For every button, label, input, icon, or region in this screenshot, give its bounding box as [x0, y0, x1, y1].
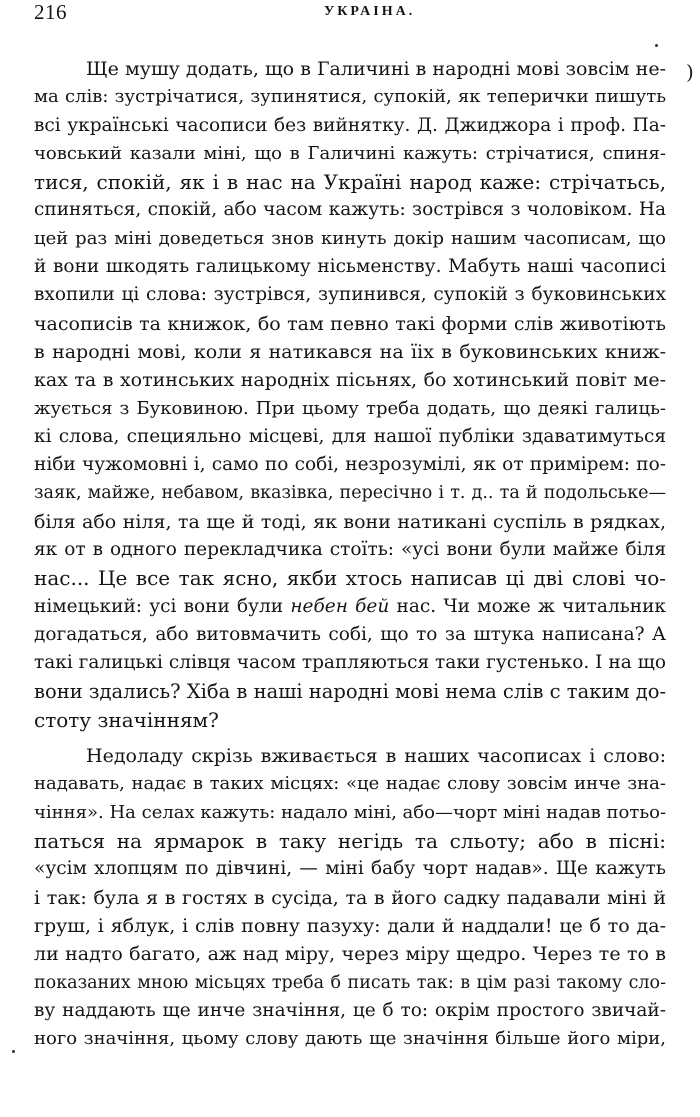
paragraph-1: [34, 55, 666, 734]
text-line: ніби чужомовні і, само по собі, незрозумілі, як от примірем: по-: [34, 454, 666, 476]
text-fragment: нас. Чи може ж читальник: [389, 595, 666, 617]
text-line: ву наддають ще инче значіння, це б то: окрім простого звичай-: [34, 999, 666, 1021]
text-line: цей раз міні доведеться знов кинуть докір нашим часописам, що: [34, 227, 666, 249]
emphasized-phrase: небен бей: [290, 595, 390, 617]
text-line: всі українські часописи без вийнятку. Д. Джиджора і проф. Па-: [34, 114, 666, 136]
text-fragment: німецький: усі вони були: [34, 595, 291, 617]
text-line: ного значіння, цьому слову дають ще значіння більше його міри,: [34, 1028, 666, 1050]
text-line: ма слів: зустрічатися, зупинятися, супокій, як теперички пишуть: [34, 86, 666, 108]
text-line: вони здались? Хіба в наші народні мові нема слів с таким до-: [34, 679, 667, 703]
text-line: груш, і яблук, і слів повну пазуху: дали й наддали! це б то да-: [34, 914, 666, 937]
text-line: заяк, майже, небавом, вказівка, пересічно і т. д.. та й подольське—: [34, 483, 666, 504]
text-line: «усім хлопцям по дівчині, — міні бабу чорт надав». Ще кажуть: [34, 858, 666, 880]
text-line: стоту значінням?: [34, 707, 219, 732]
text-line: нас... Це все так ясно, якби хтось написав ці дві слові чо-: [34, 566, 666, 591]
text-line: біля або ніля, та ще й тоді, як вони натикані суспіль в рядках,: [34, 510, 666, 533]
page-number: 216: [34, 0, 67, 24]
text-line: як от в одного перекладчика стоїть: «усі вони були майже біля: [34, 539, 666, 561]
running-title: УКРАІНА.: [324, 4, 416, 19]
page-header: [34, 0, 666, 30]
text-line: й вони шкодять галицькому нісьменству. Мабуть наші часописі: [34, 256, 666, 278]
text-line: надавать, надає в таких місцях: «це надає слову зовсім инче зна-: [34, 773, 666, 795]
text-line: чіння». На селах кажуть: надало міні, або—чорт міні надав потьо-: [34, 801, 667, 823]
text-line: ли надто багато, аж над міру, через міру щедро. Через те то в: [34, 943, 666, 966]
text-line: жується з Буковиною. При цьому треба додать, що деякі галиць-: [34, 397, 666, 419]
text-line: і так: була я в гостях в сусіда, та в його садку падавали міні й: [34, 886, 666, 909]
print-speck: [12, 1050, 15, 1053]
text-line: спиняться, спокій, або часом кажуть: зострівся з чоловіком. На: [34, 199, 666, 221]
text-line: Недоладу скрізь вживається в наших часописах і слово:: [86, 745, 666, 768]
text-line: вхопили ці слова: зустрівся, зупинився, супокій з буковинських: [34, 284, 666, 306]
paragraph-2: [34, 742, 666, 1053]
text-line: часописів та книжок, бо там певно такі форми слів животіють: [34, 312, 666, 335]
text-line: паться на ярмарок в таку негідь та сльоту; або в пісні:: [34, 829, 666, 854]
text-line: догадаться, або витовмачить собі, що то за штука написана? А: [34, 623, 666, 645]
print-speck: [655, 44, 658, 47]
text-line: показаних мною місьцях треба б писать так: в цім разі такому сло-: [34, 972, 666, 993]
text-line: кі слова, специяльно місцеві, для нашої публіки здаватимуться: [34, 425, 666, 447]
text-line: такі галицькі слівця часом трапляються таки густенько. І на що: [34, 652, 666, 674]
text-line: [34, 593, 666, 621]
text-line: Ще мушу додать, що в Галичині в народні мові зовсім не-: [86, 58, 666, 80]
margin-mark: ): [686, 60, 694, 84]
text-line: човський казали міні, що в Галичині кажуть: стрічатися, спиня-: [34, 142, 666, 164]
paragraph-gap: [34, 734, 666, 742]
body-text: [34, 55, 666, 1053]
text-line: в народні мові, коли я натикався на їіх в буковинських книж-: [34, 340, 666, 363]
text-line: тися, спокій, як і в нас на Україні народ каже: стрічатьсь,: [34, 170, 666, 195]
text-line: ках та в хотинських народніх пісьнях, бо хотинський повіт ме-: [34, 369, 666, 392]
